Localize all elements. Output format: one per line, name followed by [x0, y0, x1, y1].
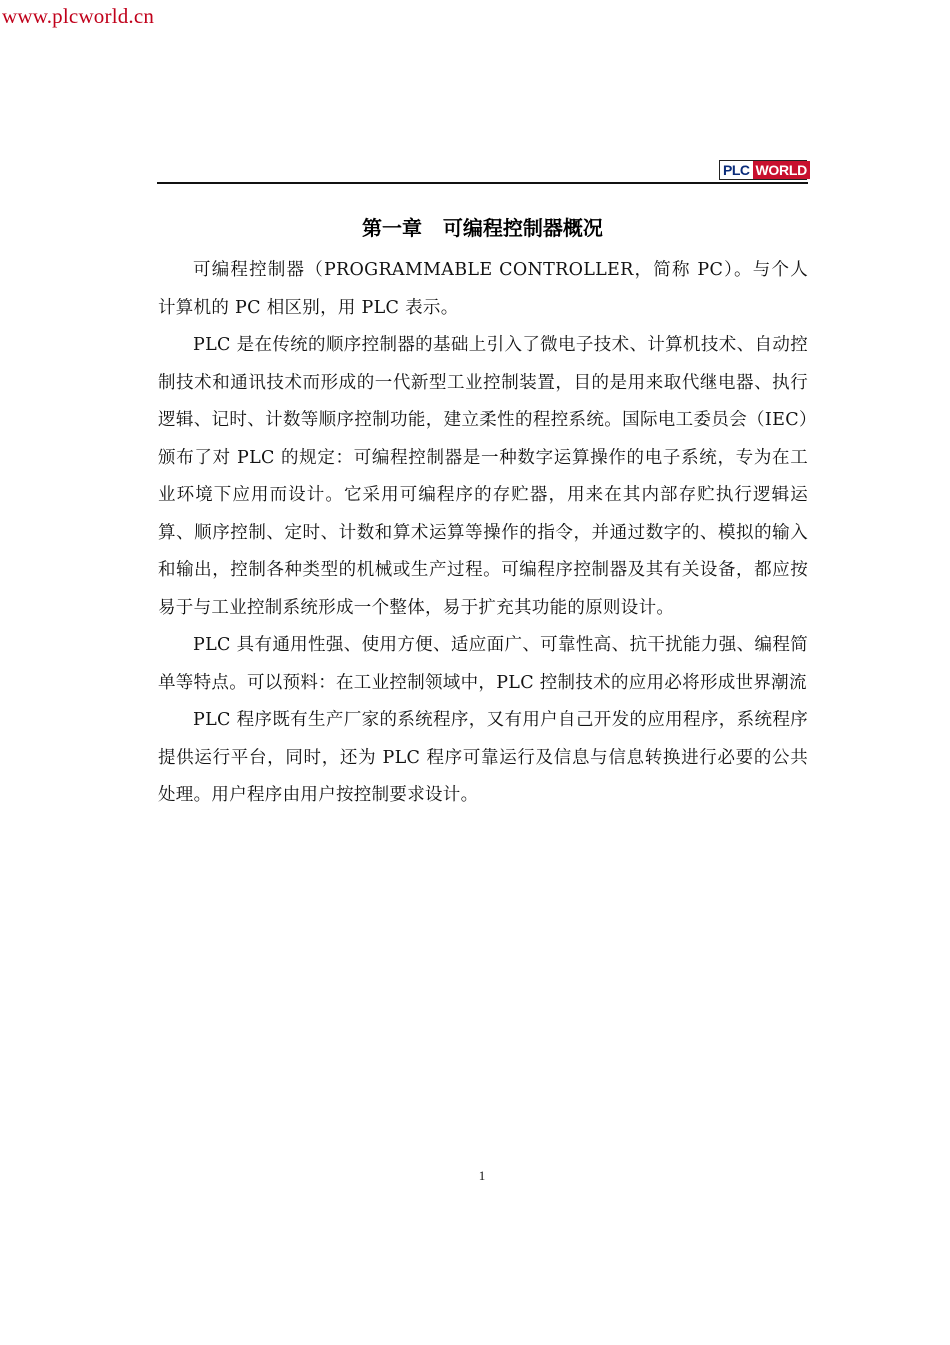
- logo-plc-text: PLC: [720, 161, 753, 179]
- body-content: [158, 252, 808, 815]
- plcworld-logo: [719, 160, 807, 180]
- paragraph-definition: PLC 是在传统的顺序控制器的基础上引入了微电子技术、计算机技术、自动控制技术和通讯技术而形成的一代新型工业控制装置，目的是用来取代继电器、执行逻辑、记时、计数等顺序控制功能，建立柔性的程控系统。国际电工委员会（IEC）颁布了对 PLC 的规定：可编程控制器是一种数字运算操作的电子系统，专为在工业环境下应用而设计。它采用可编程序的存贮器，用来在其内部存贮执行逻辑运算、顺序控制、定时、计数和算术运算等操作的指令，并通过数字的、模拟的输入和输出，控制各种类型的机械或生产过程。可编程序控制器及其有关设备，都应按易于与工业控制系统形成一个整体，易于扩充其功能的原则设计。: [158, 335, 808, 618]
- chapter-title: 第一章 可编程控制器概况: [362, 216, 603, 240]
- paragraph-programs: PLC 程序既有生产厂家的系统程序，又有用户自己开发的应用程序，系统程序提供运行平台，同时，还为 PLC 程序可靠运行及信息与信息转换进行必要的公共处理。用户程序由用户按控制要求设计。: [158, 710, 808, 805]
- watermark-url[interactable]: www.plcworld.cn: [2, 4, 155, 28]
- paragraph-intro: 可编程控制器（PROGRAMMABLE CONTROLLER，简称 PC）。与个人计算机的 PC 相区别，用 PLC 表示。: [158, 260, 808, 318]
- page-number: 1: [478, 1168, 486, 1183]
- logo-world-text: WORLD: [753, 161, 810, 179]
- paragraph-features: PLC 具有通用性强、使用方便、适应面广、可靠性高、抗干扰能力强、编程简单等特点。可以预料：在工业控制领域中，PLC 控制技术的应用必将形成世界潮流: [158, 635, 808, 693]
- header-rule: [157, 182, 808, 184]
